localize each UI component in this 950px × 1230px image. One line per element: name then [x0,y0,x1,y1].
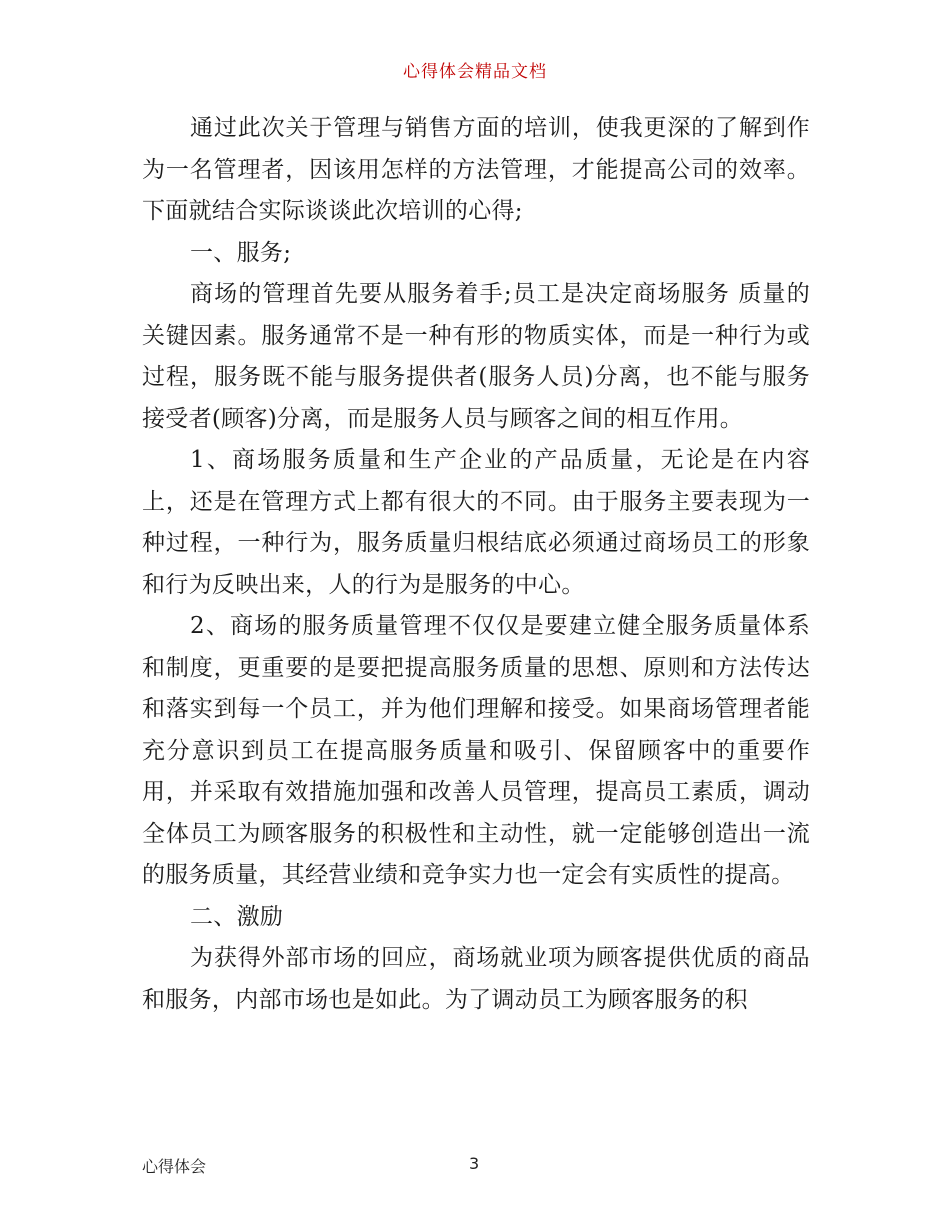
section-heading-service: 一、服务; [190,239,292,266]
paragraph-intro: 通过此次关于管理与销售方面的培训，使我更深的了解到作为一名管理者，因该用怎样的方法管理，才能提高公司的效率。下面就结合实际谈谈此次培训的心得; [142,115,810,224]
paragraph-point-2: 2、商场的服务质量管理不仅仅是要建立健全服务质量体系和制度，更重要的是要把提高服务质量的思想、原则和方法传达和落实到每一个员工，并为他们理解和接受。如果商场管理者能充分意识到员工在提高服务质量和吸引、保留顾客中的重要作用，并采取有效措施加强和改善人员管理，提高员工素质，调动全体员工为顾客服务的积极性和主动性，就一定能够创造出一流的服务质量，其经营业绩和竞争实力也一定会有实质性的提高。 [142,613,810,888]
paragraph-service: 商场的管理首先要从服务着手;员工是决定商场服务 质量的关键因素。服务通常不是一种有形的物质实体，而是一种行为或过程，服务既不能与服务提供者(服务人员)分离，也不能与服务接受者(顾客)分离，而是服务人员与顾客之间的相互作用。 [142,281,810,432]
page-header-title: 心得体会精品文档 [403,62,547,82]
footer-label: 心得体会 [142,1157,207,1176]
paragraph-incentive: 为获得外部市场的回应，商场就业项为顾客提供优质的商品和服务，内部市场也是如此。为了调动员工为顾客服务的积 [142,945,810,1013]
page-number: 3 [469,1154,480,1173]
section-heading-incentive: 二、激励 [190,903,284,930]
document-body [142,108,810,1021]
paragraph-point-1: 1、商场服务质量和生产企业的产品质量，无论是在内容上，还是在管理方式上都有很大的不同。由于服务主要表现为一种过程，一种行为，服务质量归根结底必须通过商场员工的形象和行为反映出来，人的行为是服务的中心。 [142,447,810,598]
